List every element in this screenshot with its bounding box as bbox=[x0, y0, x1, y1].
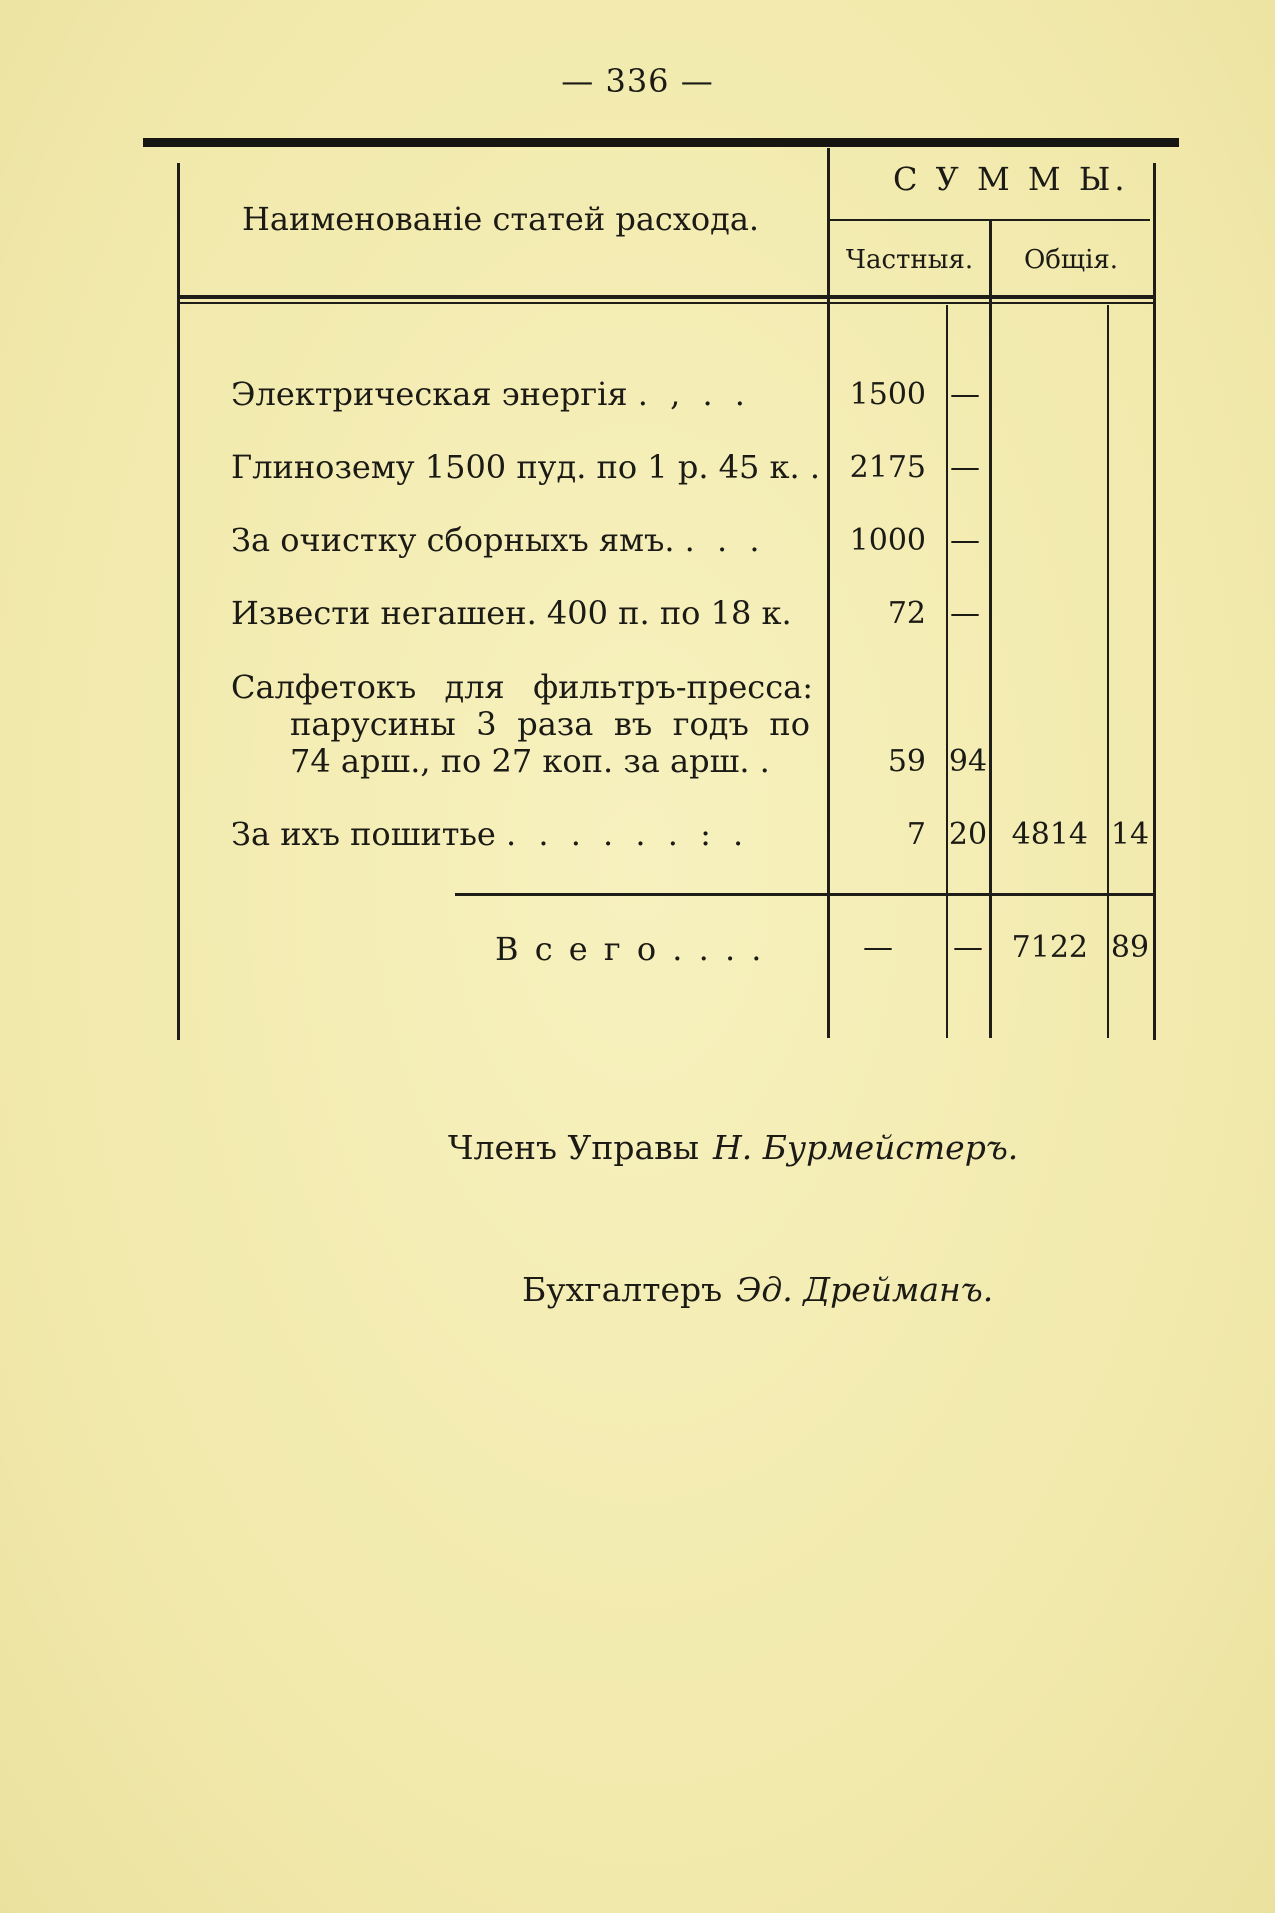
header-bottom-rule-2 bbox=[180, 302, 1153, 304]
total-private-rub: — bbox=[863, 930, 893, 965]
table-right-border bbox=[1153, 163, 1156, 1040]
private-kop: — bbox=[950, 523, 980, 558]
row-label: За очистку сборныхъ ямъ. . . . bbox=[231, 521, 766, 559]
signature-accountant-title: Бухгалтеръ bbox=[522, 1270, 723, 1309]
private-rub: 72 bbox=[887, 596, 926, 631]
total-private-kop: — bbox=[953, 930, 983, 965]
private-rub: 7 bbox=[906, 817, 926, 852]
private-kop: 94 bbox=[948, 744, 988, 779]
private-kop: — bbox=[950, 377, 980, 412]
total-kop: 14 bbox=[1110, 817, 1150, 852]
private-rub: 1000 bbox=[849, 523, 926, 558]
total-rule bbox=[455, 893, 1153, 896]
private-rub: 1500 bbox=[849, 377, 926, 412]
private-rub: 2175 bbox=[849, 450, 926, 485]
top-rule bbox=[143, 138, 1179, 147]
col-sep-name bbox=[827, 148, 830, 1038]
row-label-line: парусины 3 раза въ годъ по bbox=[290, 705, 810, 743]
header-private: Частныя. bbox=[845, 245, 974, 275]
signature-member bbox=[448, 1128, 1018, 1167]
page-number: — 336 — bbox=[561, 62, 714, 100]
row-label: За ихъ пошитье . . . . . . : . bbox=[231, 815, 750, 853]
row-label: Глинозему 1500 пуд. по 1 р. 45 к. . bbox=[231, 448, 827, 486]
total-label: В с е г о . . . . bbox=[495, 930, 765, 968]
row-label-line: Салфетокъ для фильтръ-пресса: bbox=[231, 668, 813, 706]
signature-accountant-name: Эд. Дрейманъ. bbox=[736, 1270, 994, 1309]
header-name: Наименованіе статей расхода. bbox=[242, 200, 760, 238]
grand-total-rub: 7122 bbox=[1011, 930, 1088, 965]
header-total: Общія. bbox=[1023, 245, 1119, 275]
header-bottom-rule bbox=[180, 295, 1153, 299]
grand-total-kop: 89 bbox=[1110, 930, 1150, 965]
private-rub: 59 bbox=[887, 744, 926, 779]
signature-accountant bbox=[522, 1270, 993, 1309]
total-rub: 4814 bbox=[1011, 817, 1088, 852]
signature-member-name: Н. Бурмейстеръ. bbox=[712, 1128, 1019, 1167]
private-kop: — bbox=[950, 596, 980, 631]
private-kop: — bbox=[950, 450, 980, 485]
header-sums-divider bbox=[830, 219, 1150, 221]
header-sums: С У М М Ы. bbox=[893, 160, 1129, 198]
row-label: Извести негашен. 400 п. по 18 к. bbox=[231, 594, 792, 632]
col-sep-total-kop bbox=[1107, 305, 1109, 1038]
private-kop: 20 bbox=[948, 817, 988, 852]
signature-member-title: Членъ Управы bbox=[448, 1128, 699, 1167]
row-label-line: 74 арш., по 27 коп. за арш. . bbox=[290, 742, 770, 780]
col-sep-total bbox=[989, 220, 992, 1038]
col-sep-private-kop bbox=[946, 305, 948, 1038]
row-label: Электрическая энергія . , . . bbox=[231, 375, 751, 413]
